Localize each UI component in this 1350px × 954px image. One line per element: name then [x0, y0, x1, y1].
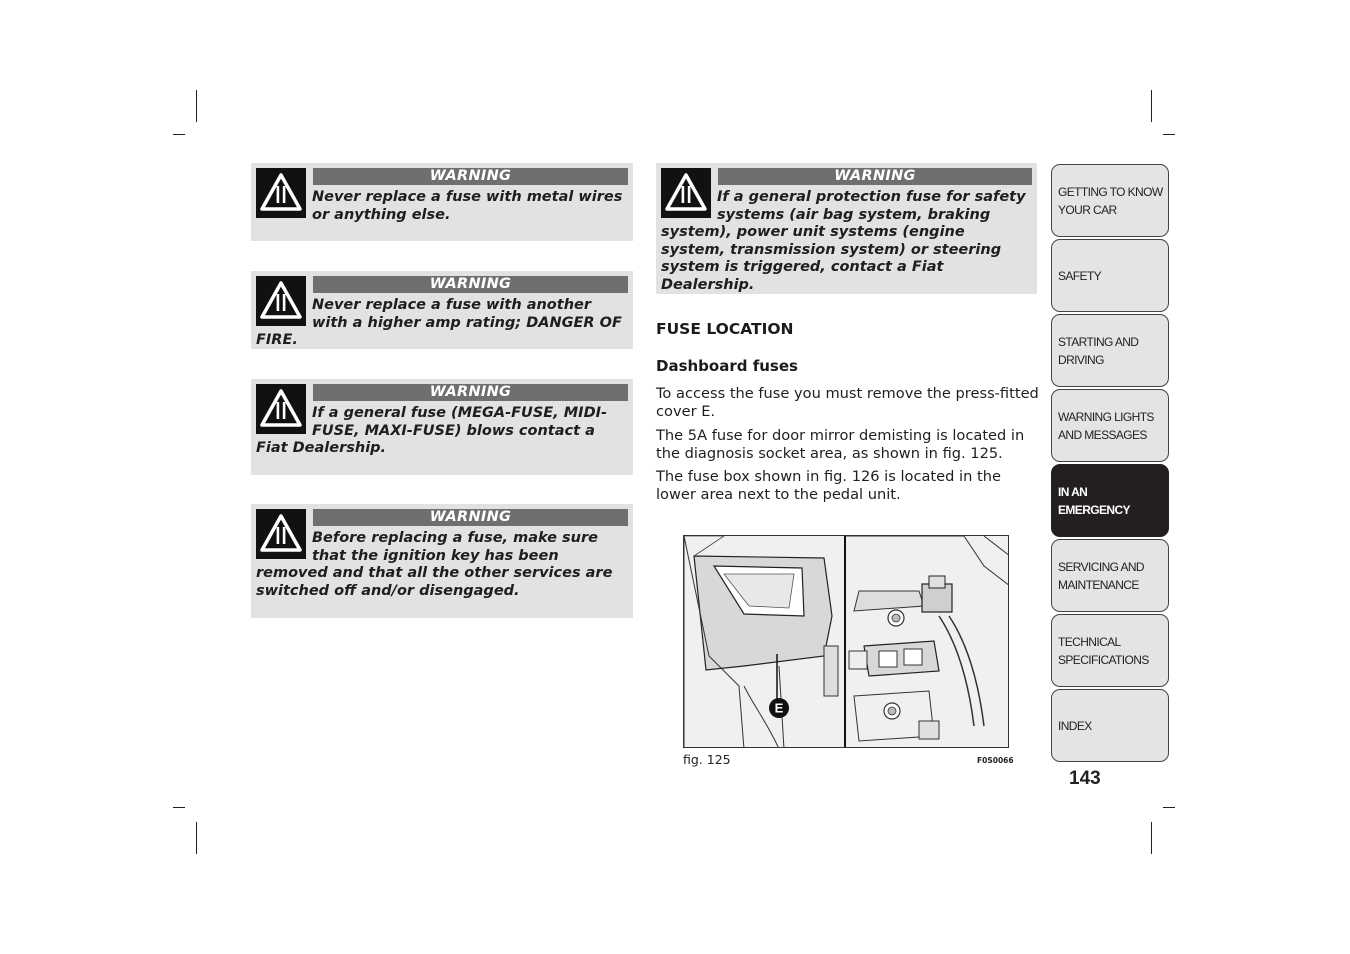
- tab-warning-lights-and-messages[interactable]: WARNING LIGHTS AND MESSAGES: [1051, 389, 1169, 462]
- crop-mark: [196, 822, 197, 854]
- tab-in-an-emergency[interactable]: IN AN EMERGENCY: [1051, 464, 1169, 537]
- warning-triangle-icon: [661, 168, 711, 218]
- figure-caption: fig. 125: [683, 752, 731, 767]
- warning-text: Before replacing a fuse, make sure that the ignition key has been removed and that all the other services are switched off and/or disengaged.: [256, 530, 613, 599]
- crop-mark: [173, 807, 185, 808]
- warning-heading: WARNING: [313, 384, 628, 401]
- warning-text: Never replace a fuse with another with a higher amp rating; DANGER OF FIRE.: [256, 297, 622, 348]
- warning-box: [251, 379, 633, 475]
- crop-mark: [1163, 807, 1175, 808]
- warning-box: [251, 504, 633, 618]
- crop-mark: [196, 90, 197, 122]
- dashboard-drawing: [684, 536, 1009, 748]
- warning-box: [251, 271, 633, 349]
- paragraph: The fuse box shown in fig. 126 is located in the lower area next to the pedal unit.: [656, 468, 1001, 503]
- warning-text: If a general protection fuse for safety systems (air bag system, braking system), power unit systems (engine system, transmission system) or steering system is triggered, contact a Fiat Dealership.: [661, 189, 1026, 293]
- warning-triangle-icon: [256, 276, 306, 326]
- crop-mark: [1151, 90, 1152, 122]
- figure-code: F0S0066: [977, 756, 1014, 765]
- tab-servicing-and-maintenance[interactable]: SERVICING AND MAINTENANCE: [1051, 539, 1169, 612]
- crop-mark: [1163, 134, 1175, 135]
- callout-label: E: [774, 700, 784, 716]
- warning-text: If a general fuse (MEGA-FUSE, MIDI-FUSE, MAXI-FUSE) blows contact a Fiat Dealership.: [256, 405, 608, 456]
- section-subtitle: Dashboard fuses: [656, 357, 798, 375]
- figure-illustration: [683, 535, 1009, 748]
- warning-heading: WARNING: [313, 276, 628, 293]
- warning-heading: WARNING: [718, 168, 1032, 185]
- warning-triangle-icon: [256, 509, 306, 559]
- warning-triangle-icon: [256, 168, 306, 218]
- tab-safety[interactable]: SAFETY: [1051, 239, 1169, 312]
- warning-text: Never replace a fuse with metal wires or anything else.: [312, 189, 623, 223]
- tab-getting-to-know-your-car[interactable]: GETTING TO KNOW YOUR CAR: [1051, 164, 1169, 237]
- warning-heading: WARNING: [313, 509, 628, 526]
- warning-box: [251, 163, 633, 241]
- warning-box: [656, 163, 1037, 294]
- section-title: FUSE LOCATION: [656, 320, 794, 338]
- callout-e: [768, 697, 790, 719]
- tab-index[interactable]: INDEX: [1051, 689, 1169, 762]
- chapter-tabs: [1051, 164, 1169, 764]
- paragraph: The 5A fuse for door mirror demisting is located in the diagnosis socket area, as shown in fig. 125.: [656, 427, 1025, 462]
- crop-mark: [173, 134, 185, 135]
- tab-starting-and-driving[interactable]: STARTING AND DRIVING: [1051, 314, 1169, 387]
- warning-triangle-icon: [256, 384, 306, 434]
- warning-heading: WARNING: [313, 168, 628, 185]
- tab-technical-specifications[interactable]: TECHNICAL SPECIFICATIONS: [1051, 614, 1169, 687]
- page-number: 143: [1069, 768, 1101, 789]
- paragraph: To access the fuse you must remove the press-fitted cover E.: [656, 385, 1039, 420]
- crop-mark: [1151, 822, 1152, 854]
